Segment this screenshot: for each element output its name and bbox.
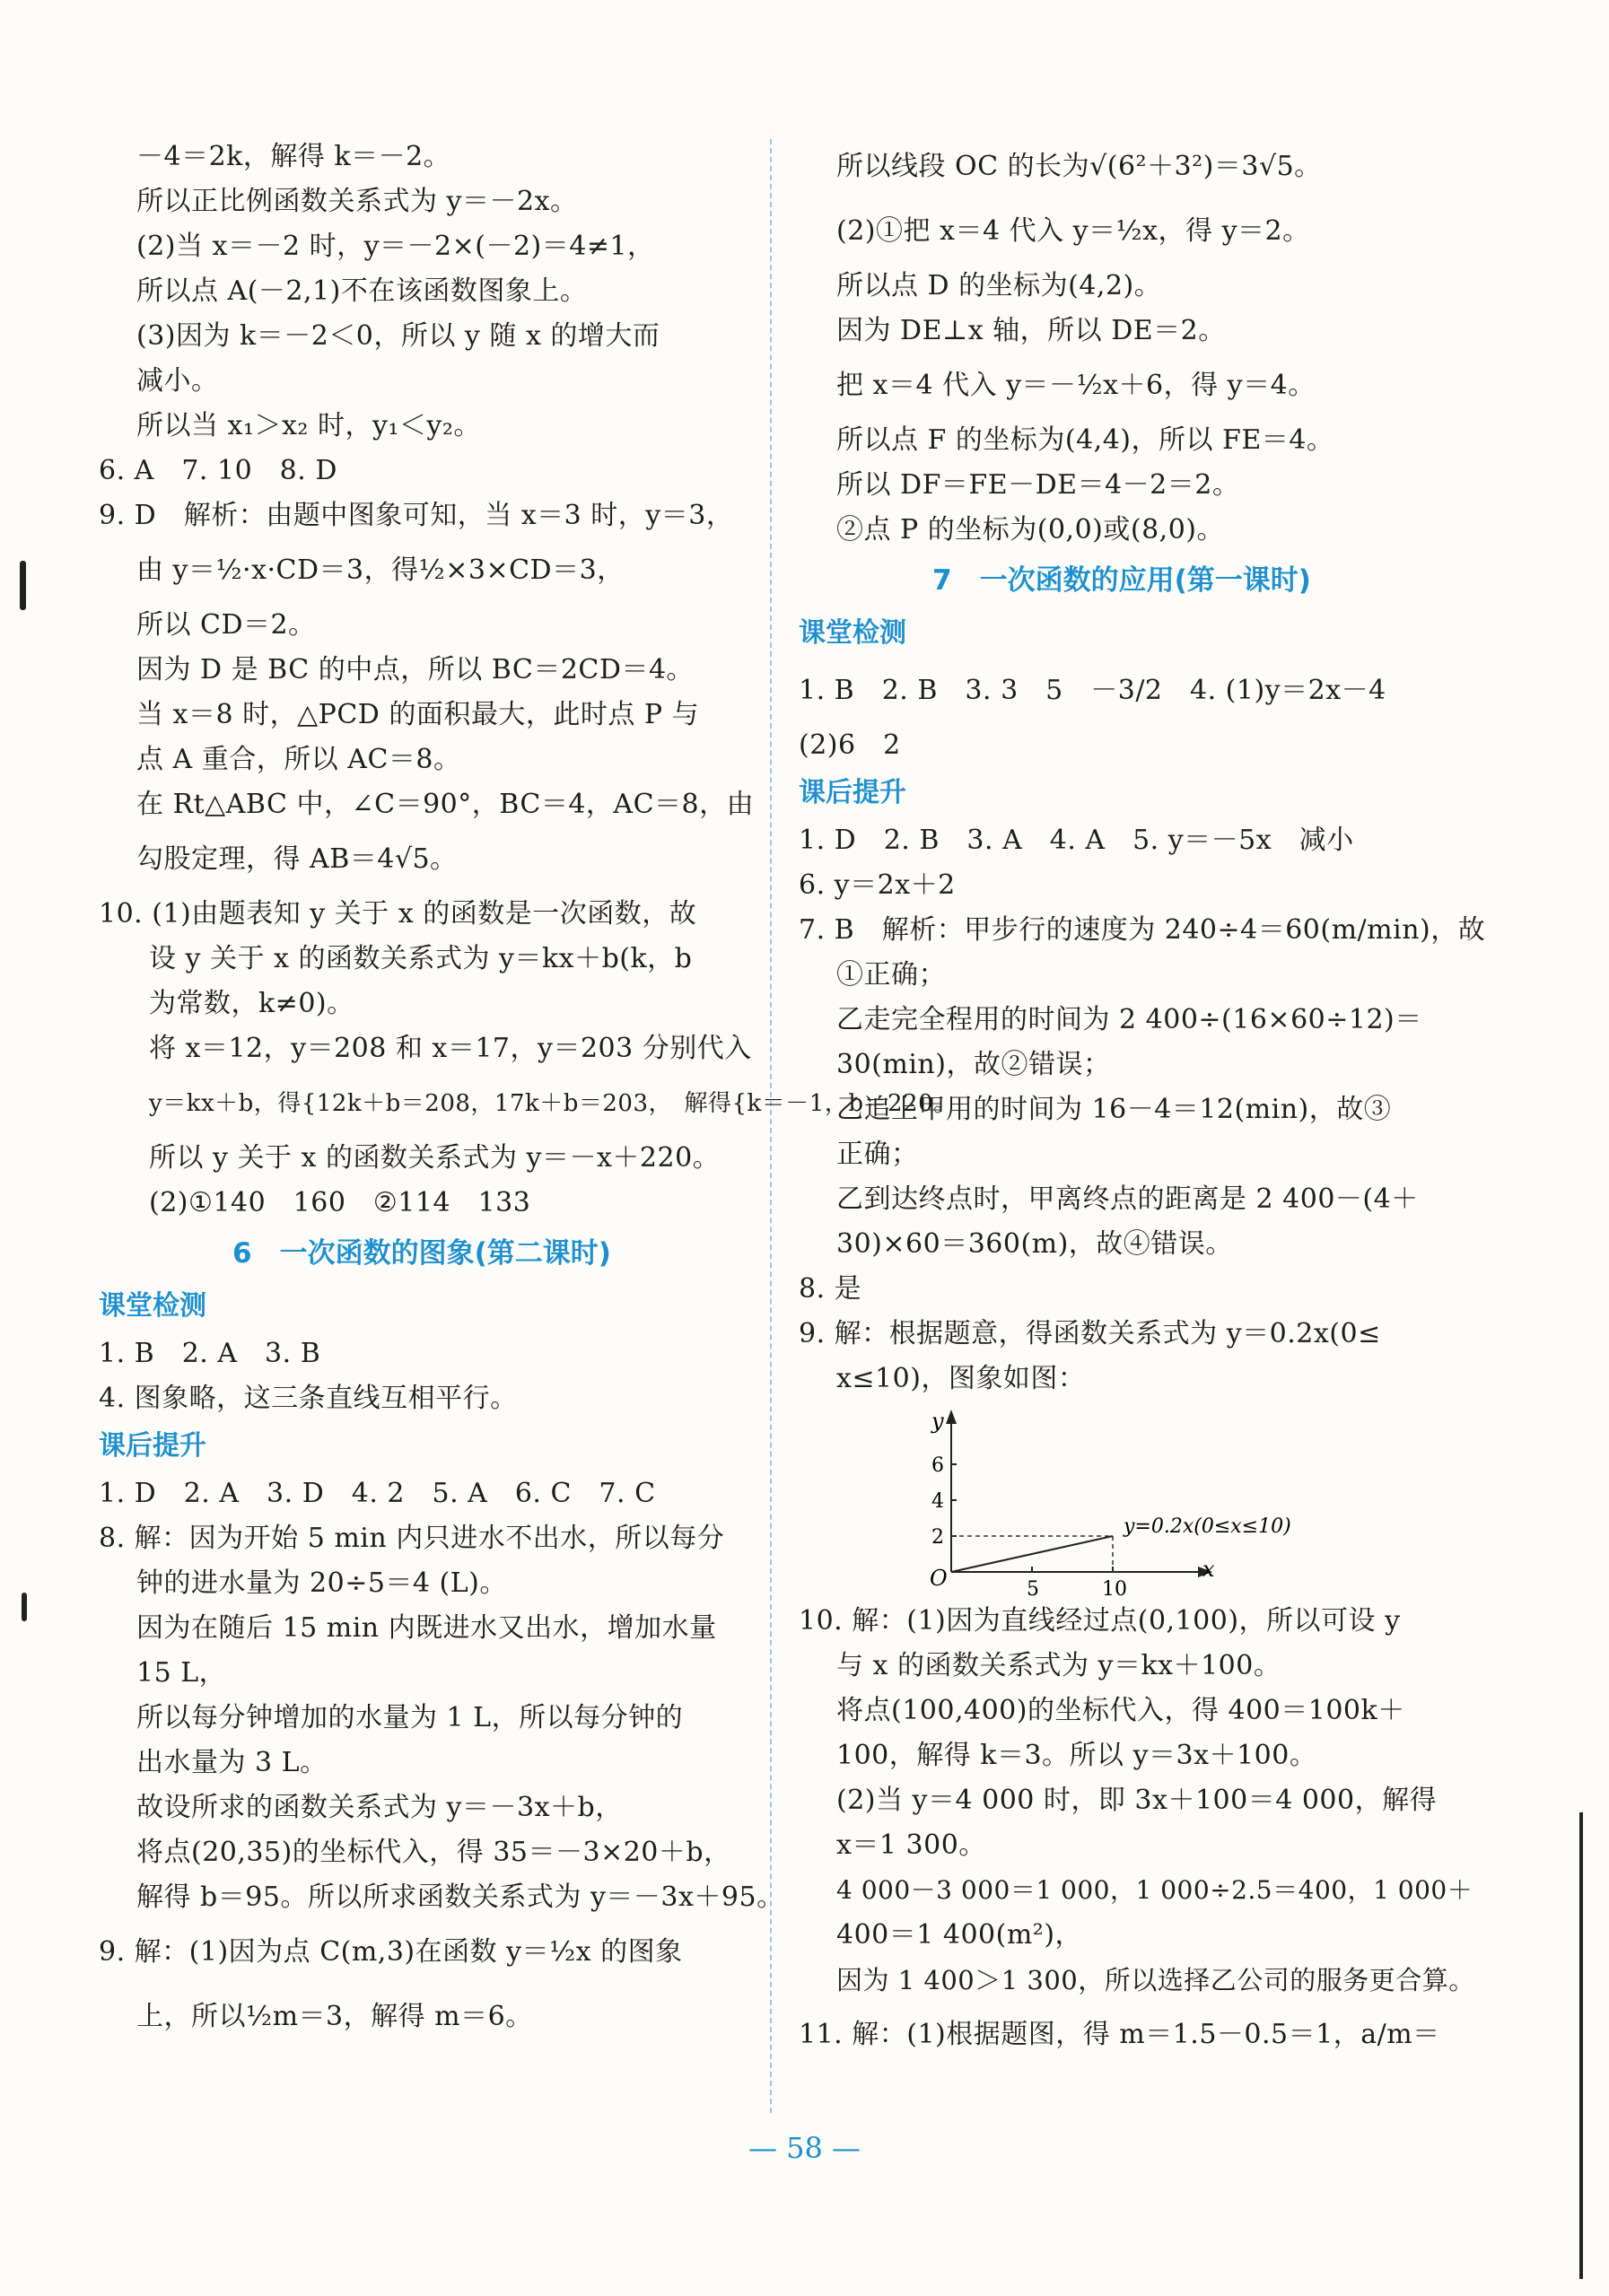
text-line: ②点 P 的坐标为(0,0)或(8,0)。 bbox=[836, 514, 1224, 546]
page-number: — 58 — bbox=[748, 2131, 861, 2165]
function-graph bbox=[906, 1401, 1445, 1599]
text-line: 所以 DF＝FE－DE＝4－2＝2。 bbox=[836, 469, 1240, 501]
text-line: (2)当 y＝4 000 时，即 3x＋100＝4 000，解得 bbox=[836, 1785, 1438, 1816]
text-line: 因为 1 400＞1 300，所以选择乙公司的服务更合算。 bbox=[836, 1965, 1475, 1995]
answer-line: 1. B 2. A 3. B bbox=[99, 1338, 321, 1369]
text-line: 100，解得 k＝3。所以 y＝3x＋100。 bbox=[836, 1740, 1317, 1771]
text-line: 故设所求的函数关系式为 y＝－3x＋b， bbox=[136, 1792, 623, 1823]
text-line: (2)当 x＝－2 时，y＝－2×(－2)＝4≠1， bbox=[136, 231, 655, 262]
tick-group bbox=[931, 1454, 1127, 1599]
text-line: 4 000－3 000＝1 000，1 000÷2.5＝400，1 000＋ bbox=[836, 1875, 1473, 1905]
subheading-ketang: 课堂检测 bbox=[99, 1290, 206, 1322]
text-line: 点 A 重合，所以 AC＝8。 bbox=[136, 744, 461, 775]
x-tick-label: 10 bbox=[1102, 1578, 1127, 1599]
text-line: 所以正比例函数关系式为 y＝－2x。 bbox=[136, 186, 578, 217]
text-line: 钟的进水量为 20÷5＝4 (L)。 bbox=[136, 1567, 507, 1599]
text-line: 解得 b＝95。所以所求函数关系式为 y＝－3x＋95。 bbox=[136, 1881, 784, 1913]
text-line: (3)因为 k＝－2＜0，所以 y 随 x 的增大而 bbox=[136, 320, 660, 352]
text-line: ①正确； bbox=[836, 959, 946, 991]
text-line: 设 y 关于 x 的函数关系式为 y＝kx＋b(k，b bbox=[149, 943, 693, 974]
scan-mark bbox=[22, 1593, 27, 1621]
text-line: 减小。 bbox=[136, 365, 219, 397]
text-line: 所以点 D 的坐标为(4,2)。 bbox=[836, 270, 1162, 301]
text-line: 因为在随后 15 min 内既进水又出水，增加水量 bbox=[136, 1612, 717, 1644]
subheading-kehou: 课后提升 bbox=[99, 1430, 206, 1462]
subheading-kehou: 课后提升 bbox=[799, 777, 906, 808]
text-line: (2)①140 160 ②114 133 bbox=[149, 1187, 531, 1218]
text-line: 所以每分钟增加的水量为 1 L，所以每分钟的 bbox=[136, 1702, 684, 1733]
text-line: 勾股定理，得 AB＝4√5。 bbox=[136, 843, 458, 875]
text-line: (2)①把 x＝4 代入 y＝½x，得 y＝2。 bbox=[836, 215, 1310, 247]
text-line: 30(min)，故②错误； bbox=[836, 1049, 1111, 1080]
y-tick-label: 4 bbox=[931, 1490, 944, 1513]
text-line: 15 L， bbox=[136, 1657, 227, 1689]
answer-line: 6. y＝2x＋2 bbox=[799, 869, 956, 901]
text-line: 因为 D 是 BC 的中点，所以 BC＝2CD＝4。 bbox=[136, 654, 695, 685]
answer-line: 9. D 解析：由题中图象可知，当 x＝3 时，y＝3， bbox=[99, 500, 734, 531]
origin-label: O bbox=[930, 1566, 948, 1591]
series-label: y=0.2x(0≤x≤10) bbox=[1124, 1515, 1291, 1538]
text-line: 将点(100,400)的坐标代入，得 400＝100k＋ bbox=[836, 1695, 1405, 1726]
answer-line: 11. 解：(1)根据题图，得 m＝1.5－0.5＝1，a/m＝ bbox=[799, 2019, 1440, 2050]
text-line: 乙追上甲用的时间为 16－4＝12(min)，故③ bbox=[836, 1094, 1392, 1125]
right-column bbox=[799, 135, 1486, 2067]
text-line: 把 x＝4 代入 y＝－½x＋6，得 y＝4。 bbox=[836, 370, 1316, 401]
subheading-ketang: 课堂检测 bbox=[799, 617, 906, 649]
text-line: 将点(20,35)的坐标代入，得 35＝－3×20＋b， bbox=[136, 1837, 731, 1868]
text-line: 出水量为 3 L。 bbox=[136, 1747, 328, 1778]
text-line: 将 x＝12，y＝208 和 x＝17，y＝203 分别代入 bbox=[149, 1033, 752, 1064]
text-line: －4＝2k，解得 k＝－2。 bbox=[136, 141, 451, 172]
x-axis-label: x bbox=[1202, 1557, 1215, 1582]
text-line: 上，所以½m＝3，解得 m＝6。 bbox=[136, 2001, 533, 2032]
answer-line: 6. A 7. 10 8. D bbox=[99, 455, 337, 486]
answer-line: 8. 是 bbox=[799, 1273, 862, 1305]
answer-line: 9. 解：(1)因为点 C(m,3)在函数 y＝½x 的图象 bbox=[99, 1936, 683, 1968]
scan-mark bbox=[20, 561, 26, 610]
text-line: 因为 DE⊥x 轴，所以 DE＝2。 bbox=[836, 315, 1226, 346]
graph-svg bbox=[906, 1401, 1373, 1599]
text-line: x≤10)，图象如图： bbox=[836, 1363, 1086, 1394]
section-title: 6 一次函数的图象(第二课时) bbox=[232, 1237, 611, 1270]
text-line: 所以点 F 的坐标为(4,4)，所以 FE＝4。 bbox=[836, 424, 1334, 456]
text-line: 所以点 A(－2,1)不在该函数图象上。 bbox=[136, 275, 588, 307]
answer-line: 1. D 2. B 3. A 4. A 5. y＝－5x 减小 bbox=[799, 825, 1354, 856]
answer-line: 7. B 解析：甲步行的速度为 240÷4＝60(m/min)，故 bbox=[799, 914, 1486, 946]
text-line: 乙走完全程用的时间为 2 400÷(16×60÷12)＝ bbox=[836, 1004, 1422, 1035]
text-line: 在 Rt△ABC 中，∠C＝90°，BC＝4，AC＝8，由 bbox=[136, 789, 755, 820]
text-line: x＝1 300。 bbox=[836, 1829, 986, 1861]
answer-line: 1. D 2. A 3. D 4. 2 5. A 6. C 7. C bbox=[99, 1478, 656, 1509]
y-tick-label: 6 bbox=[931, 1454, 944, 1477]
answer-line: (2)6 2 bbox=[799, 729, 901, 761]
text-line: 所以线段 OC 的长为√(6²＋3²)＝3√5。 bbox=[836, 151, 1322, 182]
text-line: 由 y＝½·x·CD＝3，得½×3×CD＝3， bbox=[136, 554, 625, 586]
answer-line: 9. 解：根据题意，得函数关系式为 y＝0.2x(0≤ bbox=[799, 1318, 1381, 1349]
answer-line: 10. (1)由题表知 y 关于 x 的函数是一次函数，故 bbox=[99, 898, 697, 930]
text-line: 所以 CD＝2。 bbox=[136, 609, 316, 641]
text-line: 乙到达终点时，甲离终点的距离是 2 400－(4＋ bbox=[836, 1183, 1419, 1215]
text-line: 30)×60＝360(m)，故④错误。 bbox=[836, 1228, 1233, 1260]
scan-mark bbox=[1579, 1812, 1583, 2279]
y-tick-label: 2 bbox=[931, 1526, 944, 1549]
x-tick-label: 5 bbox=[1027, 1578, 1039, 1599]
y-axis-label: y bbox=[931, 1409, 944, 1434]
text-line: 当 x＝8 时，△PCD 的面积最大，此时点 P 与 bbox=[136, 699, 700, 730]
answer-line: 8. 解：因为开始 5 min 内只进水不出水，所以每分 bbox=[99, 1523, 725, 1554]
text-line: 与 x 的函数关系式为 y＝kx＋100。 bbox=[836, 1650, 1281, 1681]
answer-line: 4. 图象略，这三条直线互相平行。 bbox=[99, 1383, 518, 1414]
text-line: 正确； bbox=[836, 1139, 919, 1170]
answer-line: 1. B 2. B 3. 3 5 －3/2 4. (1)y＝2x－4 bbox=[799, 675, 1386, 706]
text-line: 为常数，k≠0)。 bbox=[149, 988, 354, 1019]
section-title: 7 一次函数的应用(第一课时) bbox=[932, 564, 1311, 597]
answer-line: 10. 解：(1)因为直线经过点(0,100)，所以可设 y bbox=[799, 1605, 1401, 1637]
text-line: 400＝1 400(m²)， bbox=[836, 1919, 1083, 1951]
text-line: 所以 y 关于 x 的函数关系式为 y＝－x＋220。 bbox=[149, 1142, 721, 1174]
text-line: 所以当 x₁＞x₂ 时，y₁＜y₂。 bbox=[136, 410, 481, 441]
equation-system-line: y＝kx＋b，得{12k＋b＝208，17k＋b＝203， 解得{k＝－1，b＝220。 bbox=[149, 1090, 958, 1117]
